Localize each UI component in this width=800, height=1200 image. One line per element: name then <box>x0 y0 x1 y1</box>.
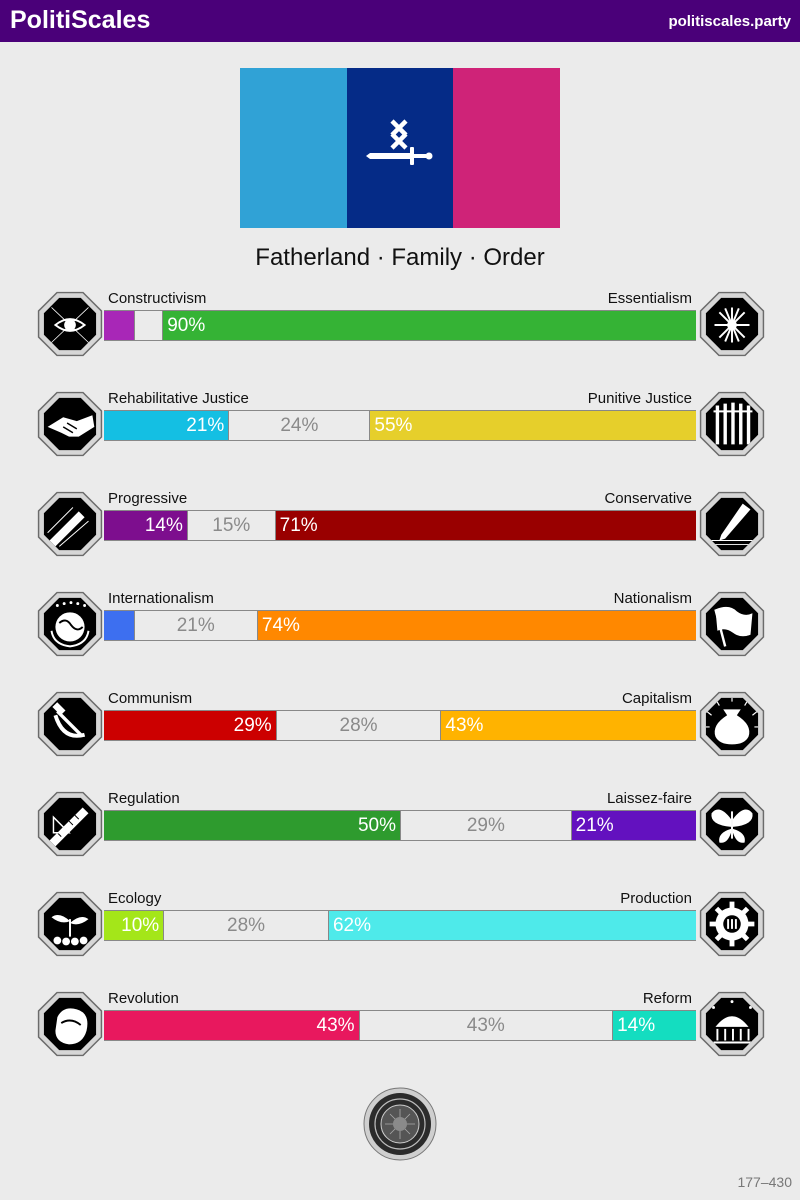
parliament-icon <box>696 988 768 1060</box>
axis-left-label: Ecology <box>108 890 162 907</box>
flag <box>240 68 560 228</box>
axis-right-segment: 62% <box>329 911 696 940</box>
sprout-icon <box>34 888 106 960</box>
axis-left-label: Revolution <box>108 990 179 1007</box>
axis-right-segment: 90% <box>163 311 696 340</box>
axis-right-segment: 71% <box>276 511 696 540</box>
axis-right-segment: 21% <box>572 811 696 840</box>
axis-right-label: Production <box>620 890 692 907</box>
flag-stripe-left <box>240 68 347 228</box>
axis-bar <box>104 410 696 441</box>
ruler-icon <box>34 788 106 860</box>
axis-bar <box>104 1010 696 1041</box>
hammer-sickle-icon <box>34 688 106 760</box>
axis-row <box>0 288 800 378</box>
fist-icon <box>34 988 106 1060</box>
axis-left-segment <box>104 611 134 640</box>
axis-right-segment: 74% <box>258 611 696 640</box>
axis-left-segment: 14% <box>104 511 187 540</box>
prison-bars-icon <box>696 388 768 460</box>
result-code: 177–430 <box>737 1174 792 1190</box>
axis-neutral-segment: 28% <box>163 911 329 940</box>
axis-neutral-segment <box>134 311 164 340</box>
axis-left-segment: 10% <box>104 911 163 940</box>
axis-right-segment: 43% <box>441 711 696 740</box>
axis-right-segment: 55% <box>370 411 696 440</box>
axis-right-label: Punitive Justice <box>587 390 692 407</box>
axis-left-label: Communism <box>108 690 193 707</box>
axis-neutral-segment: 29% <box>400 811 572 840</box>
axis-right-label: Reform <box>642 990 692 1007</box>
sword-and-saltire-icon <box>360 108 440 188</box>
politiscales-seal-icon <box>363 1087 437 1161</box>
axis-row <box>0 688 800 778</box>
axis-left-segment: 21% <box>104 411 228 440</box>
axis-right-label: Nationalism <box>613 590 692 607</box>
axis-bar <box>104 910 696 941</box>
axis-left-label: Constructivism <box>108 290 207 307</box>
axis-left-label: Regulation <box>108 790 180 807</box>
axis-right-label: Capitalism <box>621 690 692 707</box>
axis-row <box>0 588 800 678</box>
axis-row <box>0 788 800 878</box>
gear-icon <box>696 888 768 960</box>
eye-icon <box>34 288 106 360</box>
slogan: Fatherland · Family · Order <box>255 244 545 271</box>
axis-left-segment <box>104 311 134 340</box>
axis-neutral-segment: 28% <box>276 711 442 740</box>
axis-bar <box>104 810 696 841</box>
axis-bar <box>104 610 696 641</box>
axis-bar <box>104 510 696 541</box>
axis-row <box>0 988 800 1078</box>
handshake-icon <box>34 388 106 460</box>
axis-row <box>0 488 800 578</box>
axis-right-label: Laissez-faire <box>606 790 692 807</box>
axis-right-segment: 14% <box>613 1011 696 1040</box>
axis-neutral-segment: 24% <box>228 411 370 440</box>
axis-left-label: Internationalism <box>108 590 214 607</box>
flower-icon <box>696 288 768 360</box>
flag-icon <box>696 588 768 660</box>
axis-bar <box>104 310 696 341</box>
butterfly-icon <box>696 788 768 860</box>
header-bar <box>0 0 800 42</box>
axis-row <box>0 888 800 978</box>
axis-left-label: Rehabilitative Justice <box>108 390 249 407</box>
axis-left-segment: 50% <box>104 811 400 840</box>
quill-icon <box>696 488 768 560</box>
axis-neutral-segment: 21% <box>134 611 258 640</box>
axis-row <box>0 388 800 478</box>
axis-left-label: Progressive <box>108 490 188 507</box>
comet-icon <box>34 488 106 560</box>
axis-neutral-segment: 43% <box>359 1011 614 1040</box>
axis-left-segment: 29% <box>104 711 276 740</box>
axis-neutral-segment: 15% <box>187 511 276 540</box>
money-bag-icon <box>696 688 768 760</box>
axis-bar <box>104 710 696 741</box>
site-url[interactable]: politiscales.party <box>668 13 791 30</box>
axis-left-segment: 43% <box>104 1011 359 1040</box>
brand-title[interactable]: PolitiScales <box>10 6 151 34</box>
globe-icon <box>34 588 106 660</box>
flag-stripe-right <box>453 68 560 228</box>
axis-right-label: Conservative <box>604 490 692 507</box>
axis-right-label: Essentialism <box>607 290 692 307</box>
